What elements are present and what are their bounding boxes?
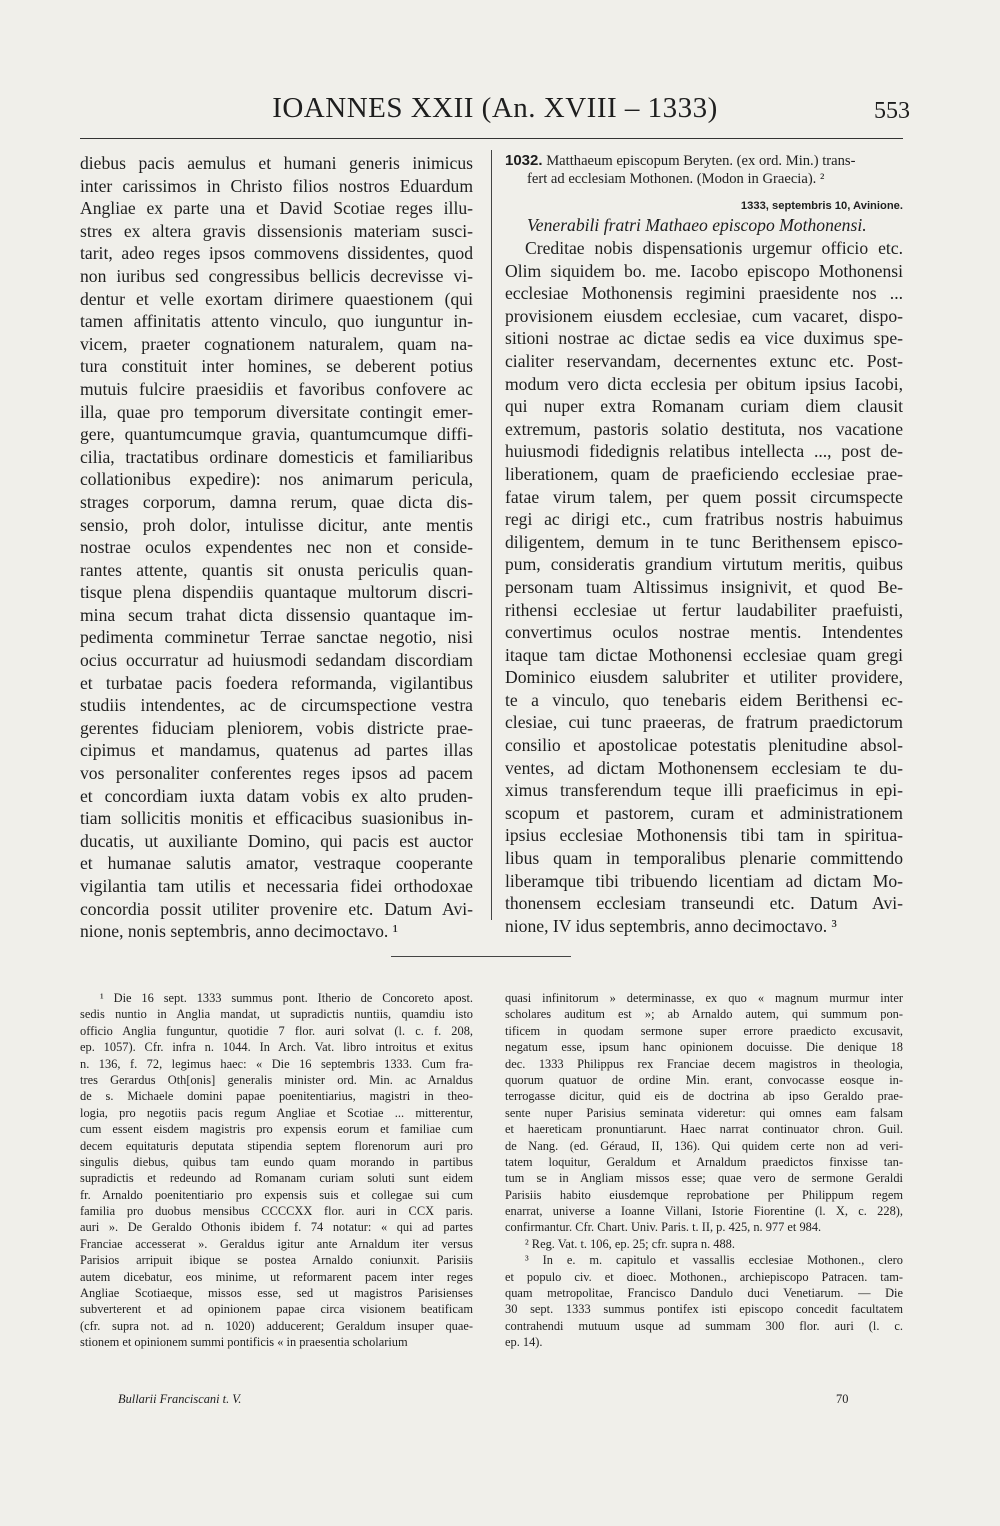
header-rule bbox=[80, 138, 903, 139]
text-line: diebus pacis aemulus et humani generis inimicus bbox=[80, 153, 473, 173]
entry-dateline: 1333, septembris 10, Avinione. bbox=[740, 200, 903, 212]
footnote-line: ep. 1057). Cfr. infra n. 1044. In Arch. Vat. libro introitus et exitus bbox=[80, 1040, 473, 1055]
text-line: clesiae, cui tunc praeeras, de fratrum praedictorum bbox=[505, 712, 903, 733]
footnote-line: cum essent eisdem magistris pro expensis eorum et familiae cum bbox=[80, 1122, 473, 1137]
entry-summary-1: Matthaeum episcopum Beryten. (ex ord. Min.) trans- bbox=[546, 153, 856, 169]
text-line: liberamque tibi tribuendo licentiam ad dictam Mo- bbox=[505, 870, 903, 891]
footnote-line: tificem in quodam sermone super errore praedicto excusavit, bbox=[505, 1023, 903, 1038]
page-header bbox=[80, 92, 910, 132]
text-line: extremum, pastoris solatio destituta, nos vacatione bbox=[505, 418, 903, 439]
text-line: dentur et velle exortam dirimere quaestionem (qui bbox=[80, 288, 473, 309]
text-line: consilio et apostolicae potestatis plenitudine absol- bbox=[505, 735, 903, 756]
text-line: ipsius ecclesiae Mothonensis tibi tam in spiritua- bbox=[505, 825, 903, 846]
text-line: convertimus oculos nostrae mentis. Intendentes bbox=[505, 622, 903, 643]
footnote-line: n. 136, f. 72, legimus haec: « Die 16 septembris 1333. Cum fra- bbox=[80, 1056, 473, 1071]
footnote-line: et populo civ. et dioec. Mothonen., archiepiscopo Patracen. tam- bbox=[505, 1269, 903, 1284]
text-line: ventes, ad dictam Mothonensem ecclesiam te du- bbox=[505, 757, 903, 778]
text-line: stres ex altera gravis dissensionis materiam susci- bbox=[80, 220, 473, 241]
text-line: et turbatae pacis foedera reformanda, vigilantibus bbox=[80, 672, 473, 693]
text-line: tarit, adeo reges ipsos commovens dissidentes, quod bbox=[80, 243, 473, 264]
footnote-line: autem dicebatur, eos minime, ut reformarent pacem inter reges bbox=[80, 1269, 473, 1284]
footnote-line: tatem loquitur, Geraldum et Arnaldum praedictos finxisse tan- bbox=[505, 1154, 903, 1169]
text-line: nostrae oculos expendentes nec non et conside- bbox=[80, 537, 473, 558]
text-line: scopum et pastorem, curam et administrationem bbox=[505, 802, 903, 823]
text-line: regi ac dirigi etc., cum fratribus nostris habuimus bbox=[505, 509, 903, 530]
text-line: cilia, tractatibus ordinare domesticis et familiaribus bbox=[80, 446, 473, 467]
footnote-line: auri ». De Geraldo Othonis ibidem f. 74 notatur: « qui ad partes bbox=[80, 1220, 473, 1235]
footnote-line: Parisiis habito eiusdemque reprobatione per Philippum regem bbox=[505, 1187, 903, 1202]
text-line: te a vinculo, quo tenebaris eidem Berithensi ec- bbox=[505, 689, 903, 710]
footnote-line: 30 sept. 1333 summus pontifex isti episcopo concedit facultatem bbox=[505, 1302, 903, 1317]
text-line: mina secum trahat dicta dissensio quantaque im- bbox=[80, 604, 473, 625]
text-line: liberationem, quam de praeficiendo ecclesiae prae- bbox=[505, 463, 903, 484]
footnote-line: sedis nuntio in Anglia mandat, ut supradictis nuntiis, quamdiu isto bbox=[80, 1007, 473, 1022]
text-line: ducatis, ut auxiliante Domino, qui pacis est auctor bbox=[80, 830, 473, 851]
footnote-line: Angliae Scotiaeque, missos esse, sed ut magistros Parisienses bbox=[80, 1286, 473, 1301]
text-line: gere, quantumcumque gravia, quantumcumque diffi- bbox=[80, 424, 473, 445]
footnote-line: logia, pro negotiis pacis regum Angliae et Scotiae ... mitterentur, bbox=[80, 1105, 473, 1120]
text-line: et humanae salutis amator, vestraque cooperante bbox=[80, 853, 473, 874]
text-line: vicem, praeter cognationem naturalem, quam na- bbox=[80, 333, 473, 354]
footnote-line: confirmantur. Cfr. Chart. Univ. Paris. t. II, p. 425, n. 977 et 984. bbox=[505, 1220, 822, 1235]
footnote-line: de Nang. (ed. Géraud, II, 136). Qui quidem certe non ad veri- bbox=[505, 1138, 903, 1153]
text-line: illa, quae pro temporum diversitate contingit emer- bbox=[80, 401, 473, 422]
text-line: mutuis fulcire praesidiis et favoribus confovere ac bbox=[80, 378, 473, 399]
text-line: sensio, proh dolor, intulisse dicitur, ante mentis bbox=[80, 514, 473, 535]
footnote-line: tres Gerardus Oth[onis] generalis minister ord. Min. ac Arnaldus bbox=[80, 1072, 473, 1087]
text-line: et concordiam iuxta datam vobis ex alto pruden- bbox=[80, 785, 473, 806]
text-line: personam tuam Altissimus insignivit, et quod Be- bbox=[505, 576, 903, 597]
text-line: pedimenta comminetur Terrae sanctae negotio, nisi bbox=[80, 627, 473, 648]
text-line: sitioni nostrae ac dictae sedis ea vice duximus spe- bbox=[505, 328, 903, 349]
footnote-line: decem equitaturis deputata stipendia septem florenorum auri pro bbox=[80, 1138, 473, 1153]
entry-heading-line-1 bbox=[505, 152, 903, 170]
footnote-line: quasi infinitorum » determinasse, ex quo « magnum murmur inter bbox=[505, 991, 903, 1005]
column-divider bbox=[491, 150, 492, 920]
text-line: Dominico eiusdem salubriter et utiliter providere, bbox=[505, 667, 903, 688]
signature-mark: Bullarii Franciscani t. V. bbox=[118, 1392, 242, 1406]
footnote-line: Franciae accesserat ». Geraldus igitur ante Arnaldum iter versus bbox=[80, 1236, 473, 1251]
text-line: libus quam in temporalibus plenarie committendo bbox=[505, 848, 903, 869]
footnote-line: (cfr. supra not. ad n. 1020) adducerent; Geraldum insuper quae- bbox=[80, 1318, 473, 1333]
footnote-line: terrogasse dicitur, quid eis de doctrina ab ipso Geraldo prae- bbox=[505, 1089, 903, 1104]
text-line: rantes attente, quantis sit onusta periculis quan- bbox=[80, 559, 473, 580]
text-line: vos personaliter conferentes reges ipsos ad pacem bbox=[80, 763, 473, 784]
footnote-line: supradictis et redeundo ad Romanam curiam soluti sunt eidem bbox=[80, 1171, 473, 1186]
text-line: itaque tam dictae Mothonensi ecclesiae quam gregi bbox=[505, 644, 903, 665]
footnote-line: sente nuper Parisius seminata videretur: qui omnes eam falsam bbox=[505, 1105, 903, 1120]
footnote-line: officio Anglia funguntur, quotidie 7 flor. auri solvat (l. c. f. 208, bbox=[80, 1023, 473, 1038]
text-line: qui nuper extra Romanam curiam diem clausit bbox=[505, 396, 903, 417]
footnote-rule bbox=[391, 956, 571, 957]
text-line: huiusmodi fidedignis relatibus intellecta ..., post de- bbox=[505, 441, 903, 462]
text-line: concordia possit utiliter provenire etc. Datum Avi- bbox=[80, 898, 473, 919]
footnote-line: ³ In e. m. capitulo et vassallis ecclesiae Mothonen., clero bbox=[525, 1253, 903, 1268]
footnote-line: tum se in Angliam missos esse; quae vero de sermone Geraldi bbox=[505, 1171, 903, 1186]
text-line: diligentem, demum in te tunc Berithensem episco- bbox=[505, 531, 903, 552]
text-line: inter carissimos in Christo filios nostros Eduardum bbox=[80, 175, 473, 196]
text-line: ximus transferendum teque illi praeficimus in epi- bbox=[505, 780, 903, 801]
footnote-line: stionem et opinionem summi pontificis « in praesentia scholarium bbox=[80, 1335, 408, 1350]
text-line: strages corporum, damna rerum, quae dicta dis- bbox=[80, 491, 473, 512]
entry-salutation: Venerabili fratri Mathaeo episcopo Mothonensi. bbox=[527, 215, 867, 235]
footnote-line: scholares auditum est »; ab Arnaldo autem, qui summum pon- bbox=[505, 1007, 903, 1022]
text-line: pum, consideratis grandium virtutum meritis, quibus bbox=[505, 554, 903, 575]
text-line: tiam sollicitis monitis et efficacibus suasionibus in- bbox=[80, 808, 473, 829]
text-line: tisque plena dispendiis quantaque multorum discri- bbox=[80, 582, 473, 603]
text-line: provisionem eiusdem ecclesiae, cum vacaret, dispo- bbox=[505, 305, 903, 326]
text-line: Creditae nobis dispensationis urgemur officio etc. bbox=[525, 238, 903, 258]
text-line: fatae virum talem, per quem possit circumspecte bbox=[505, 486, 903, 507]
text-line: studiis intendentes, ac de circumspectione vestra bbox=[80, 695, 473, 716]
footnote-line: negatum esse, ipsum hanc opinionem docuisse. Die denique 18 bbox=[505, 1040, 903, 1055]
page-number: 553 bbox=[874, 98, 910, 124]
footnote-line: et haereticam pronuntiarunt. Haec narrat continuator chron. Guil. bbox=[505, 1122, 903, 1137]
text-line: cipimus et mandamus, quatenus ad partes illas bbox=[80, 740, 473, 761]
footnotes-left bbox=[80, 990, 473, 1351]
footnote-line: ² Reg. Vat. t. 106, ep. 25; cfr. supra n. 488. bbox=[525, 1236, 735, 1251]
text-line: tamen affinitatis attento vinculo, quo iunguntur in- bbox=[80, 311, 473, 332]
text-line: non iuribus sed congressibus bellicis decrevisse vi- bbox=[80, 265, 473, 286]
right-column bbox=[505, 152, 903, 937]
footnote-line: ep. 14). bbox=[505, 1335, 543, 1350]
text-line: ecclesiae Mothonensis regimini praesidente nos ... bbox=[505, 283, 903, 304]
footnote-line: dec. 1333 Philippus rex Franciae decem magistros in theologia, bbox=[505, 1056, 903, 1071]
footnote-line: quam metropolitae, Francisco Dandulo duci Venetiarum. — Die bbox=[505, 1286, 903, 1301]
footnote-line: familia pro duobus mensibus CCCCXX flor. auri in CCX paris. bbox=[80, 1204, 473, 1219]
footnote-line: quorum quatuor de ordine Min. erant, convocasse eosque in- bbox=[505, 1072, 903, 1087]
running-title: IOANNES XXII (An. XVIII – 1333) bbox=[272, 92, 718, 124]
text-line: vigilantia tam utilis et necessaria fidei orthodoxae bbox=[80, 876, 473, 896]
footnote-line: Parisios arripuit ibique se postea Arnaldo coniunxit. Parisiis bbox=[80, 1253, 473, 1268]
right-column-text bbox=[505, 237, 903, 937]
text-line: Angliae ex parte una et David Scotiae reges illu- bbox=[80, 198, 473, 219]
text-line: cialiter reservandam, decernentes extunc etc. Post- bbox=[505, 350, 903, 371]
footnote-line: ¹ Die 16 sept. 1333 summus pont. Itherio de Concoreto apost. bbox=[100, 991, 473, 1005]
text-line: collationibus expedire): nos animarum pericula, bbox=[80, 469, 473, 490]
footnote-line: enarrat, universe a Ioanne Villani, Istorie Fiorentine (l. X, c. 228), bbox=[505, 1204, 903, 1219]
text-line: ocius occurratur ad huiusmodi sedandam discordiam bbox=[80, 650, 473, 671]
text-line: nione, IV idus septembris, anno decimoctavo. ³ bbox=[505, 915, 837, 936]
footnote-line: de s. Michaele domini papae poenitentiarius, magistri in theo- bbox=[80, 1089, 473, 1104]
entry-heading-line-2: fert ad ecclesiam Mothonen. (Modon in Graecia). ² bbox=[527, 171, 825, 187]
footnotes-right bbox=[505, 990, 903, 1351]
footnote-line: singulis diebus, quibus tam eundo quam morando in partibus bbox=[80, 1154, 473, 1169]
footnote-line: fr. Arnaldo poenitentiario pro expensis suis et collegae sui cum bbox=[80, 1187, 473, 1202]
text-line: Olim siquidem bo. me. Iacobo episcopo Mothonensi bbox=[505, 260, 903, 281]
text-line: rithensi ecclesiae ut fertur laudabiliter praefuisti, bbox=[505, 599, 903, 620]
text-line: thonensem ecclesiam transeundi etc. Datum Avi- bbox=[505, 893, 903, 914]
text-line: nione, nonis septembris, anno decimoctavo. ¹ bbox=[80, 921, 398, 942]
text-line: modum vero dicta ecclesia per obitum ipsius Iacobi, bbox=[505, 373, 903, 394]
text-line: gerentes fiduciam pleniorem, vobis districte prae- bbox=[80, 717, 473, 738]
text-line: tura constituit inter homines, se deberent potius bbox=[80, 356, 473, 377]
entry-number: 1032. bbox=[505, 152, 543, 169]
footnote-line: contrahendi mutuum usque ad summam 300 flor. auri (l. c. bbox=[505, 1318, 903, 1333]
sheet-number: 70 bbox=[836, 1392, 849, 1406]
footnote-line: subverterent et ad opinionem papae circa visionem beatificam bbox=[80, 1302, 473, 1317]
left-column-text bbox=[80, 152, 473, 943]
